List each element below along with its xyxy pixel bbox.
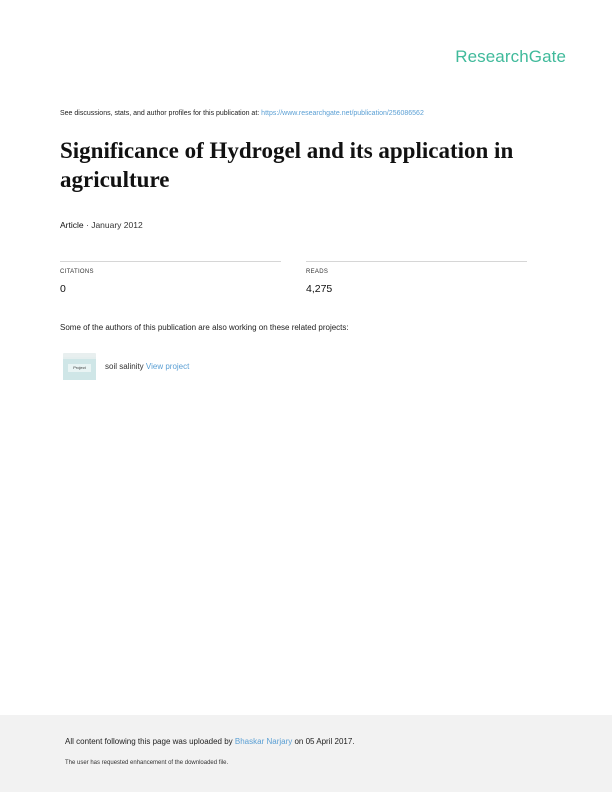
upload-suffix: on 05 April 2017. [292,737,355,746]
researchgate-logo[interactable]: ResearchGate [455,47,566,66]
project-name: soil salinity [105,362,144,371]
reads-label: READS [306,269,329,275]
enhancement-note: The user has requested enhancement of the downloaded file. [65,760,229,766]
meta-separator: · [83,220,92,230]
reads-value: 4,275 [306,283,333,295]
upload-prefix: All content following this page was uploaded by [65,737,235,746]
uploader-link[interactable]: Bhaskar Narjary [234,737,293,746]
citations-value: 0 [60,283,66,295]
discussions-text: See discussions, stats, and author profiles for this publication at: [60,110,262,117]
discussions-line [60,110,424,117]
upload-info [65,737,355,746]
publication-meta [60,220,143,230]
reads-stat [306,261,527,295]
footer [0,715,612,792]
project-text [105,362,189,371]
related-project-item [63,353,189,380]
citations-stat [60,261,281,295]
related-projects-heading: Some of the authors of this publication are also working on these related projects: [60,323,349,332]
citations-label: CITATIONS [60,269,94,275]
publication-url-link[interactable]: https://www.researchgate.net/publication/256086562 [261,110,424,117]
publication-date: January 2012 [91,220,143,230]
view-project-link[interactable]: View project [145,362,190,371]
project-folder-icon [63,353,96,380]
publication-type: Article [60,220,84,230]
publication-title: Significance of Hydrogel and its application in agriculture [60,138,514,192]
project-icon-label: Project [68,364,91,372]
